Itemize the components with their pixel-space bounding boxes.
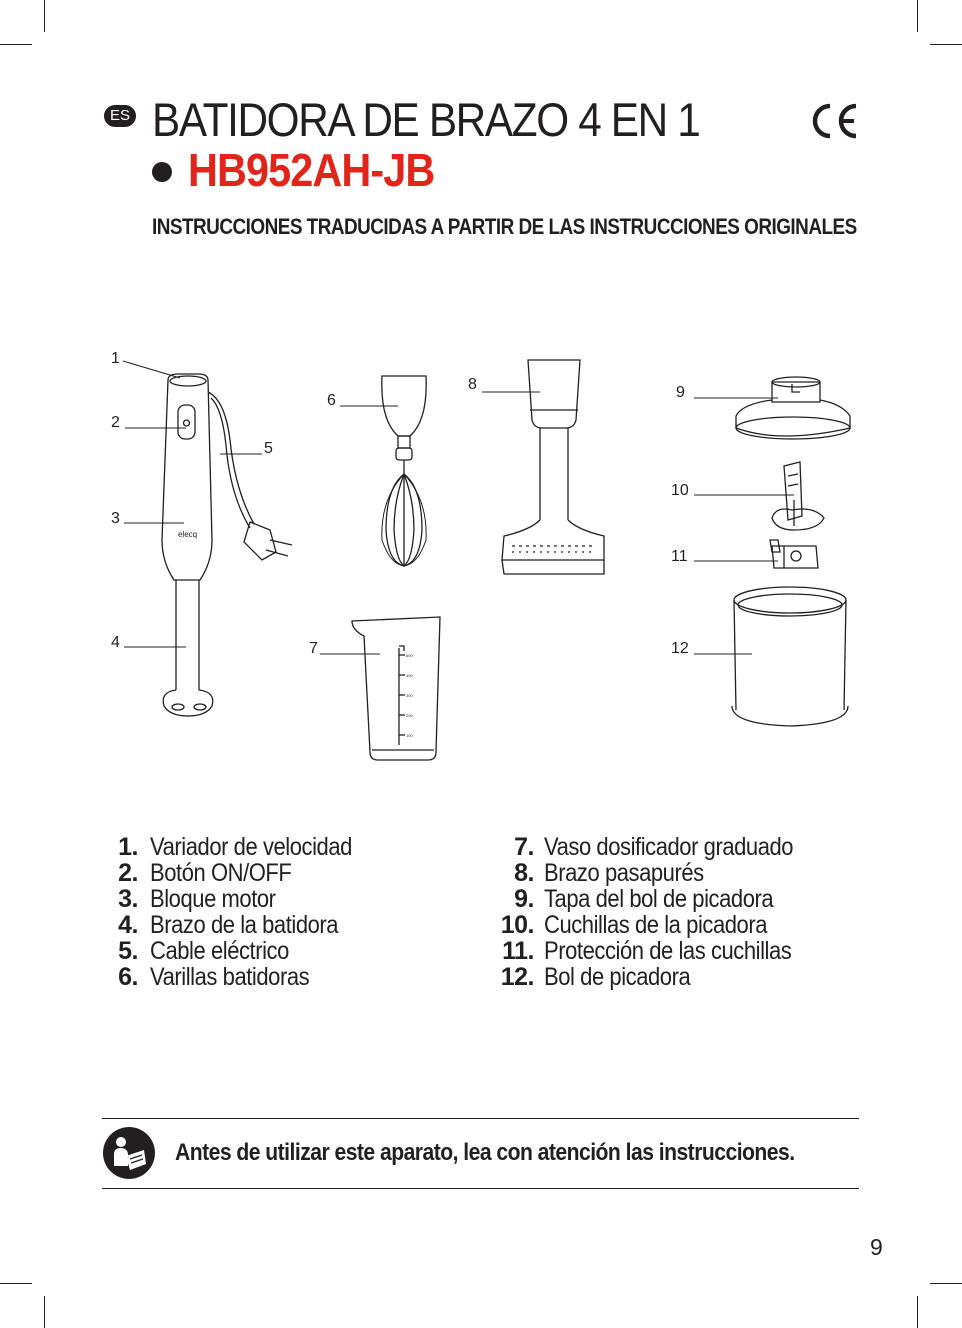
callout-7: 7 [309, 640, 318, 657]
item-label: Varillas batidoras [150, 963, 310, 991]
ce-mark-icon [806, 102, 860, 140]
item-label: Botón ON/OFF [150, 859, 292, 887]
product-illustration [0, 330, 962, 780]
parts-list-left [110, 834, 379, 990]
item-label: Tapa del bol de picadora [544, 885, 774, 913]
crop-mark [44, 1296, 45, 1328]
chopper-blade-drawing [772, 462, 824, 530]
list-item [498, 886, 827, 912]
blade-guard-drawing [770, 540, 818, 568]
callout-10: 10 [671, 482, 689, 499]
crop-mark [930, 44, 962, 45]
item-label: Bol de picadora [544, 963, 691, 991]
callout-4: 4 [111, 634, 120, 651]
crop-mark [930, 1283, 962, 1284]
item-number: 7. [514, 833, 534, 861]
callout-2: 2 [111, 414, 120, 431]
page-number: 9 [870, 1234, 883, 1260]
crop-mark [0, 44, 32, 45]
read-manual-icon [102, 1126, 156, 1180]
item-number: 11. [502, 937, 534, 965]
jug-scale-label: 100 [406, 733, 413, 738]
crop-mark [917, 0, 918, 32]
subtitle: INSTRUCCIONES TRADUCIDAS A PARTIR DE LAS INSTRUCCIONES ORIGINALES [152, 214, 857, 239]
crop-mark [917, 1296, 918, 1328]
model-row [152, 142, 462, 198]
callout-6: 6 [327, 392, 336, 409]
callout-9: 9 [676, 384, 685, 401]
item-label: Variador de velocidad [150, 833, 352, 861]
list-item [498, 912, 827, 938]
page-title: BATIDORA DE BRAZO 4 EN 1 [152, 93, 700, 146]
item-number: 1. [118, 833, 138, 861]
callout-8: 8 [468, 376, 477, 393]
hand-blender-drawing [162, 374, 292, 716]
item-number: 2. [118, 859, 138, 887]
list-item [110, 886, 379, 912]
item-number: 6. [118, 963, 138, 991]
crop-mark [0, 1283, 32, 1284]
item-number: 4. [118, 911, 138, 939]
callout-12: 12 [671, 640, 689, 657]
bullet-icon [152, 162, 172, 182]
divider [102, 1188, 859, 1189]
jug-scale-label: 200 [406, 713, 413, 718]
item-label: Brazo pasapurés [544, 859, 704, 887]
list-item [498, 860, 827, 886]
brand-label: elecq [178, 530, 198, 539]
callout-11: 11 [671, 548, 688, 565]
model-number: HB952AH-JB [188, 144, 435, 196]
jug-scale-label: 400 [406, 673, 413, 678]
item-label: Cuchillas de la picadora [544, 911, 768, 939]
list-item [498, 938, 827, 964]
language-badge: ES [104, 105, 136, 127]
list-item [498, 834, 827, 860]
item-label: Vaso dosificador graduado [544, 833, 794, 861]
whisk-drawing [382, 376, 426, 566]
callout-5: 5 [264, 440, 273, 457]
item-number: 3. [118, 885, 138, 913]
callout-1: 1 [111, 350, 120, 367]
crop-mark [44, 0, 45, 32]
chopper-bowl-drawing [732, 587, 848, 726]
item-number: 8. [514, 859, 534, 887]
parts-list-right [498, 834, 827, 990]
item-number: 12. [500, 963, 534, 991]
leader-lines [123, 361, 794, 654]
list-item [110, 860, 379, 886]
list-item [110, 834, 379, 860]
chopper-lid-drawing [736, 377, 850, 439]
list-item [498, 964, 827, 990]
item-label: Protección de las cuchillas [544, 937, 792, 965]
list-item [110, 964, 379, 990]
notice-text: Antes de utilizar este aparato, lea con atención las instrucciones. [175, 1139, 795, 1166]
list-item [110, 912, 379, 938]
divider [102, 1118, 859, 1119]
item-label: Bloque motor [150, 885, 276, 913]
item-label: Cable eléctrico [150, 937, 289, 965]
jug-scale-label: 300 [406, 693, 413, 698]
jug-scale-label: 600 [406, 653, 413, 658]
list-item [110, 938, 379, 964]
measuring-jug-drawing [352, 617, 440, 760]
item-number: 5. [118, 937, 138, 965]
callout-3: 3 [111, 510, 120, 527]
item-label: Brazo de la batidora [150, 911, 339, 939]
item-number: 10. [500, 911, 534, 939]
item-number: 9. [514, 885, 534, 913]
